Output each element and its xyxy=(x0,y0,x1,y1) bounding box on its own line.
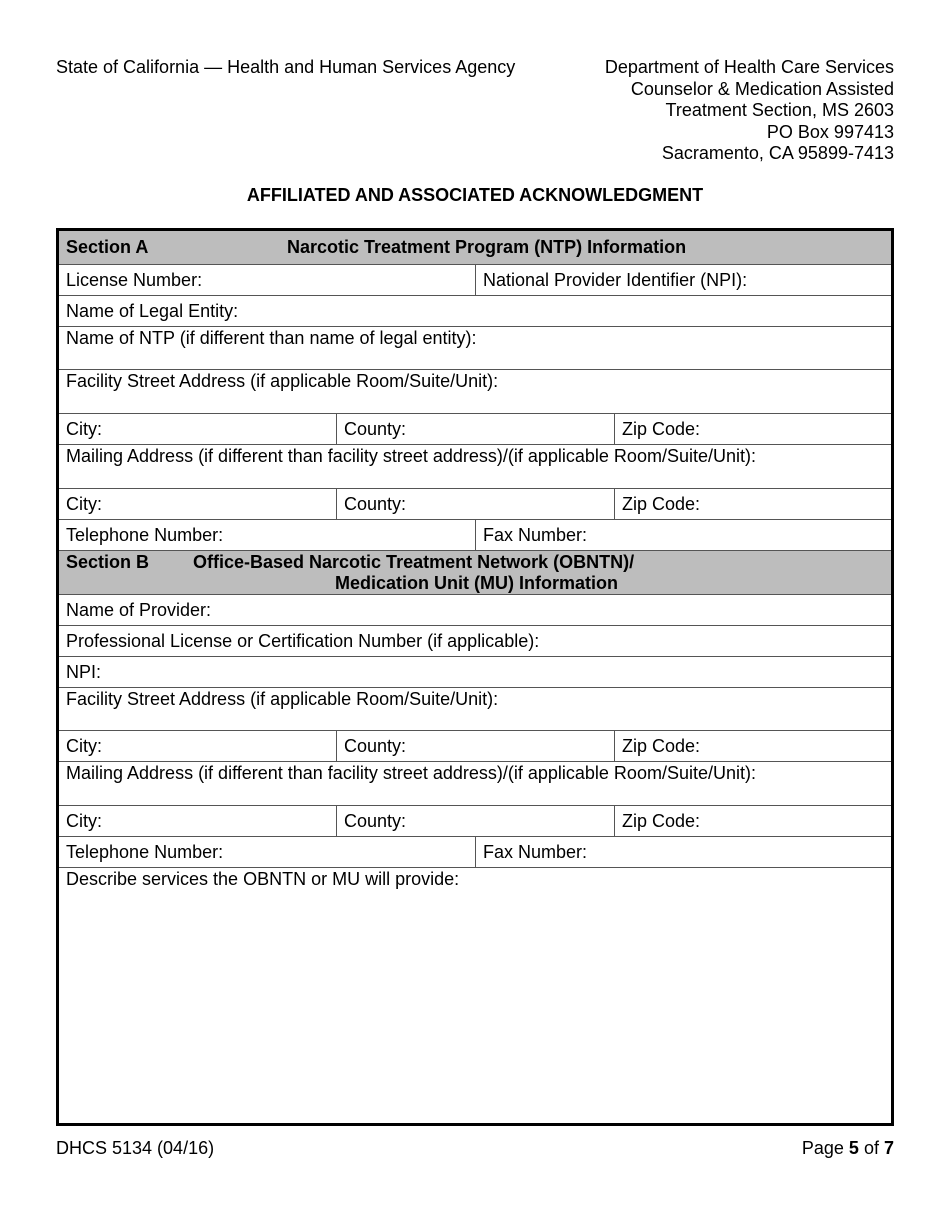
zip-code-label: Zip Code: xyxy=(622,811,701,831)
page-total: 7 xyxy=(883,1138,894,1158)
mailing-address-field[interactable] xyxy=(59,445,891,488)
section-b-fax-field[interactable] xyxy=(475,837,891,867)
services-description-row[interactable] xyxy=(59,868,891,1123)
section-b-npi-row[interactable] xyxy=(59,657,891,688)
department-line: Sacramento, CA 95899-7413 xyxy=(661,143,894,163)
professional-license-label: Professional License or Certification Number (if applicable): xyxy=(66,631,540,651)
telephone-label: Telephone Number: xyxy=(66,525,224,545)
section-b-facility-address-field[interactable] xyxy=(59,688,891,730)
section-b-mailing-city-field[interactable] xyxy=(59,806,336,836)
mailing-county-field[interactable] xyxy=(336,489,614,519)
section-b-zip-code-field[interactable] xyxy=(614,731,891,761)
section-b-county-field[interactable] xyxy=(336,731,614,761)
department-address xyxy=(605,57,894,165)
section-b-mailing-county-field[interactable] xyxy=(336,806,614,836)
page-number xyxy=(802,1138,894,1159)
city-label: City: xyxy=(66,494,102,514)
acknowledgment-form xyxy=(56,228,894,1126)
legal-entity-label: Name of Legal Entity: xyxy=(66,301,239,321)
city-field[interactable] xyxy=(59,414,336,444)
city-label: City: xyxy=(66,419,102,439)
section-b-city-row xyxy=(59,731,891,762)
section-b-mailing-address-field[interactable] xyxy=(59,762,891,805)
services-description-label: Describe services the OBNTN or MU will provide: xyxy=(66,869,460,889)
department-line: Department of Health Care Services xyxy=(604,57,894,77)
legal-entity-field[interactable] xyxy=(59,296,891,326)
telephone-field[interactable] xyxy=(59,520,475,550)
section-b-mailing-address-row[interactable] xyxy=(59,762,891,806)
county-label: County: xyxy=(344,494,407,514)
mailing-address-label: Mailing Address (if different than facility street address)/(if applicable Room/Suite/Unit): xyxy=(66,446,756,466)
page-prefix: Page xyxy=(801,1138,844,1158)
zip-code-label: Zip Code: xyxy=(622,419,701,439)
county-label: County: xyxy=(344,736,407,756)
section-a-mailing-city-row xyxy=(59,489,891,520)
county-label: County: xyxy=(344,419,407,439)
section-a-code: Section A xyxy=(66,237,149,257)
ntp-name-row[interactable] xyxy=(59,327,891,370)
department-line: Counselor & Medication Assisted xyxy=(630,78,894,99)
section-b-telephone-field[interactable] xyxy=(59,837,475,867)
form-title: AFFILIATED AND ASSOCIATED ACKNOWLEDGMENT xyxy=(246,185,704,205)
facility-address-label: Facility Street Address (if applicable Room/Suite/Unit): xyxy=(66,689,499,709)
department-line: Treatment Section, MS 2603 xyxy=(665,100,894,120)
section-b-title-line-1: Office-Based Narcotic Treatment Network (OBNTN)/ xyxy=(193,552,635,572)
ntp-name-label: Name of NTP (if different than name of legal entity): xyxy=(66,328,477,348)
page-of: of xyxy=(863,1138,879,1158)
mailing-zip-code-field[interactable] xyxy=(614,489,891,519)
zip-code-label: Zip Code: xyxy=(622,494,701,514)
fax-label: Fax Number: xyxy=(483,842,588,862)
provider-name-field[interactable] xyxy=(59,595,891,625)
section-a-phone-row xyxy=(59,520,891,551)
page-current: 5 xyxy=(848,1138,859,1158)
section-b-header xyxy=(59,551,891,595)
section-a-city-row xyxy=(59,414,891,445)
zip-code-label: Zip Code: xyxy=(622,736,701,756)
section-b-mailing-city-row xyxy=(59,806,891,837)
license-number-label: License Number: xyxy=(66,270,203,290)
provider-name-row[interactable] xyxy=(59,595,891,626)
section-b-city-field[interactable] xyxy=(59,731,336,761)
city-label: City: xyxy=(66,736,102,756)
section-a-title: Narcotic Treatment Program (NTP) Information xyxy=(287,237,687,257)
ntp-name-field[interactable] xyxy=(59,327,891,369)
license-number-field[interactable] xyxy=(59,265,475,295)
npi-field[interactable] xyxy=(475,265,891,295)
section-b-title-line-2: Medication Unit (MU) Information xyxy=(335,573,618,593)
county-field[interactable] xyxy=(336,414,614,444)
mailing-city-field[interactable] xyxy=(59,489,336,519)
section-a-mailing-address-row[interactable] xyxy=(59,445,891,489)
services-description-field[interactable] xyxy=(59,868,891,1123)
zip-code-field[interactable] xyxy=(614,414,891,444)
section-a-header xyxy=(59,231,891,265)
section-b-npi-label: NPI: xyxy=(66,662,102,682)
agency-name: State of California — Health and Human Services Agency xyxy=(56,57,516,77)
professional-license-field[interactable] xyxy=(59,626,891,656)
form-id: DHCS 5134 (04/16) xyxy=(56,1138,215,1158)
section-a-facility-address-row[interactable] xyxy=(59,370,891,414)
section-b-npi-field[interactable] xyxy=(59,657,891,687)
section-b-code: Section B xyxy=(66,552,150,572)
provider-name-label: Name of Provider: xyxy=(66,600,212,620)
city-label: City: xyxy=(66,811,102,831)
section-a-license-row xyxy=(59,265,891,296)
npi-label: National Provider Identifier (NPI): xyxy=(483,270,748,290)
section-b-phone-row xyxy=(59,837,891,868)
county-label: County: xyxy=(344,811,407,831)
legal-entity-row[interactable] xyxy=(59,296,891,327)
fax-field[interactable] xyxy=(475,520,891,550)
facility-address-label: Facility Street Address (if applicable Room/Suite/Unit): xyxy=(66,371,499,391)
telephone-label: Telephone Number: xyxy=(66,842,224,862)
facility-address-field[interactable] xyxy=(59,370,891,413)
professional-license-row[interactable] xyxy=(59,626,891,657)
section-b-mailing-zip-code-field[interactable] xyxy=(614,806,891,836)
fax-label: Fax Number: xyxy=(483,525,588,545)
mailing-address-label: Mailing Address (if different than facility street address)/(if applicable Room/Suite/Unit): xyxy=(66,763,756,783)
department-line: PO Box 997413 xyxy=(766,121,894,142)
section-b-facility-address-row[interactable] xyxy=(59,688,891,731)
